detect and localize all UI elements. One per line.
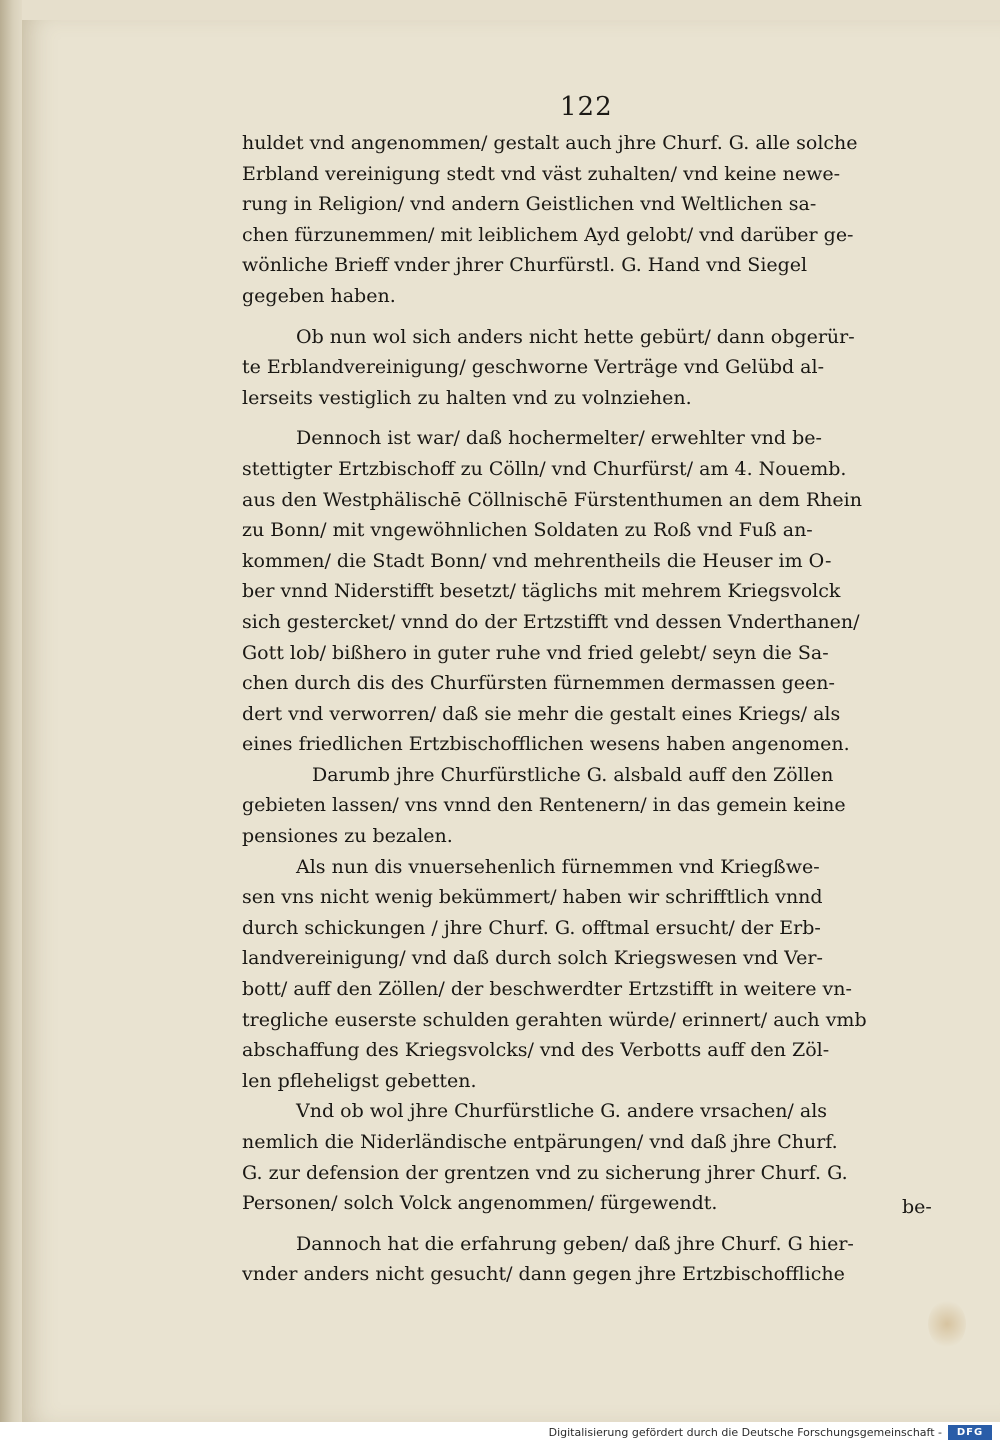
text-line: stettigter Ertzbischoff zu Cölln/ vnd Churfürst/ am 4. Nouemb. [242, 457, 847, 480]
page-number: 122 [560, 92, 613, 122]
text-line: pensiones zu bezalen. [242, 825, 453, 848]
text-line: durch schickungen / jhre Churf. G. offtmal ersucht/ der Erb- [242, 916, 821, 939]
text-line: G. zur defension der grentzen vnd zu sicherung jhrer Churf. G. [242, 1161, 848, 1184]
text-line: eines friedlichen Ertzbischofflichen wesens haben angenomen. [242, 733, 850, 756]
text-line: ber vnnd Niderstifft besetzt/ täglichs mit mehrem Kriegsvolck [242, 580, 841, 603]
text-line: aus den Westphälischē Cöllnischē Fürstenthumen an dem Rhein [242, 488, 862, 511]
text-line: abschaffung des Kriegsvolcks/ vnd des Verbotts auff den Zöl- [242, 1039, 830, 1062]
text-line: Als nun dis vnuersehenlich fürnemmen vnd Kriegßwe- [296, 855, 820, 878]
text-line: Vnd ob wol jhre Churfürstliche G. andere vrsachen/ als [296, 1100, 828, 1123]
text-line: Dennoch ist war/ daß hochermelter/ erwehlter vnd be- [296, 427, 822, 450]
text-line: zu Bonn/ mit vngewöhnlichen Soldaten zu Roß vnd Fuß an- [242, 519, 813, 542]
text-line: sen vns nicht wenig bekümmert/ haben wir schrifftlich vnnd [242, 886, 823, 909]
text-line: gebieten lassen/ vns vnnd den Rentenern/ in das gemein keine [242, 794, 846, 817]
paragraph-1 [242, 128, 947, 312]
text-line: Erbland vereinigung stedt vnd väst zuhalten/ vnd keine newe- [242, 162, 840, 185]
text-line: wönliche Brieff vnder jhrer Churfürstl. G. Hand vnd Siegel [242, 254, 808, 277]
text-line: sich gestercket/ vnnd do der Ertzstifft vnd dessen Vnderthanen/ [242, 610, 860, 633]
paragraph-7 [242, 1229, 947, 1290]
paragraph-4 [242, 760, 947, 852]
text-line: chen fürzunemmen/ mit leiblichem Ayd gelobt/ vnd darüber ge- [242, 223, 854, 246]
paper-stain [928, 1300, 966, 1348]
catchword: be- [902, 1196, 932, 1218]
text-line: len pfleheligst gebetten. [242, 1069, 477, 1092]
text-line: te Erblandvereinigung/ geschworne Verträge vnd Gelübd al- [242, 356, 825, 379]
body-text [242, 128, 947, 1290]
text-line: vnder anders nicht gesucht/ dann gegen jhre Ertzbischoffliche [242, 1263, 845, 1286]
text-line: kommen/ die Stadt Bonn/ vnd mehrentheils die Heuser im O- [242, 549, 832, 572]
text-line: chen durch dis des Churfürsten fürnemmen dermassen geen- [242, 672, 835, 695]
text-line: rung in Religion/ vnd andern Geistlichen vnd Weltlichen sa- [242, 193, 817, 216]
paragraph-3 [242, 423, 947, 760]
paragraph-5 [242, 852, 947, 1097]
paragraph-2 [242, 322, 947, 414]
text-line: gegeben haben. [242, 284, 396, 307]
text-line: landvereinigung/ vnd daß durch solch Kriegswesen vnd Ver- [242, 947, 823, 970]
text-line: Personen/ solch Volck angenommen/ fürgewendt. [242, 1192, 718, 1215]
binding-edge [0, 0, 22, 1422]
paragraph-6 [242, 1096, 947, 1218]
text-line: Gott lob/ bißhero in guter ruhe vnd fried gelebt/ seyn die Sa- [242, 641, 829, 664]
text-line: dert vnd verworren/ daß sie mehr die gestalt eines Kriegs/ als [242, 702, 841, 725]
text-line: tregliche euserste schulden gerahten würde/ erinnert/ auch vmb [242, 1008, 867, 1031]
text-line: Ob nun wol sich anders nicht hette gebürt/ dann obgerür- [296, 325, 855, 348]
text-line: huldet vnd angenommen/ gestalt auch jhre Churf. G. alle solche [242, 132, 858, 154]
footer-bar [0, 1422, 1000, 1444]
text-line: nemlich die Niderländische entpärungen/ vnd daß jhre Churf. [242, 1131, 838, 1153]
dfg-logo: DFG [948, 1425, 992, 1440]
text-line: lerseits vestiglich zu halten vnd zu volnziehen. [242, 386, 692, 409]
text-line: Dannoch hat die erfahrung geben/ daß jhre Churf. G hier- [296, 1232, 854, 1255]
text-line: bott/ auff den Zöllen/ der beschwerdter Ertzstifft in weitere vn- [242, 978, 852, 1001]
funding-credit: Digitalisierung gefördert durch die Deutsche Forschungsgemeinschaft - [548, 1426, 942, 1439]
text-line: Darumb jhre Churfürstliche G. alsbald auff den Zöllen [312, 763, 834, 786]
